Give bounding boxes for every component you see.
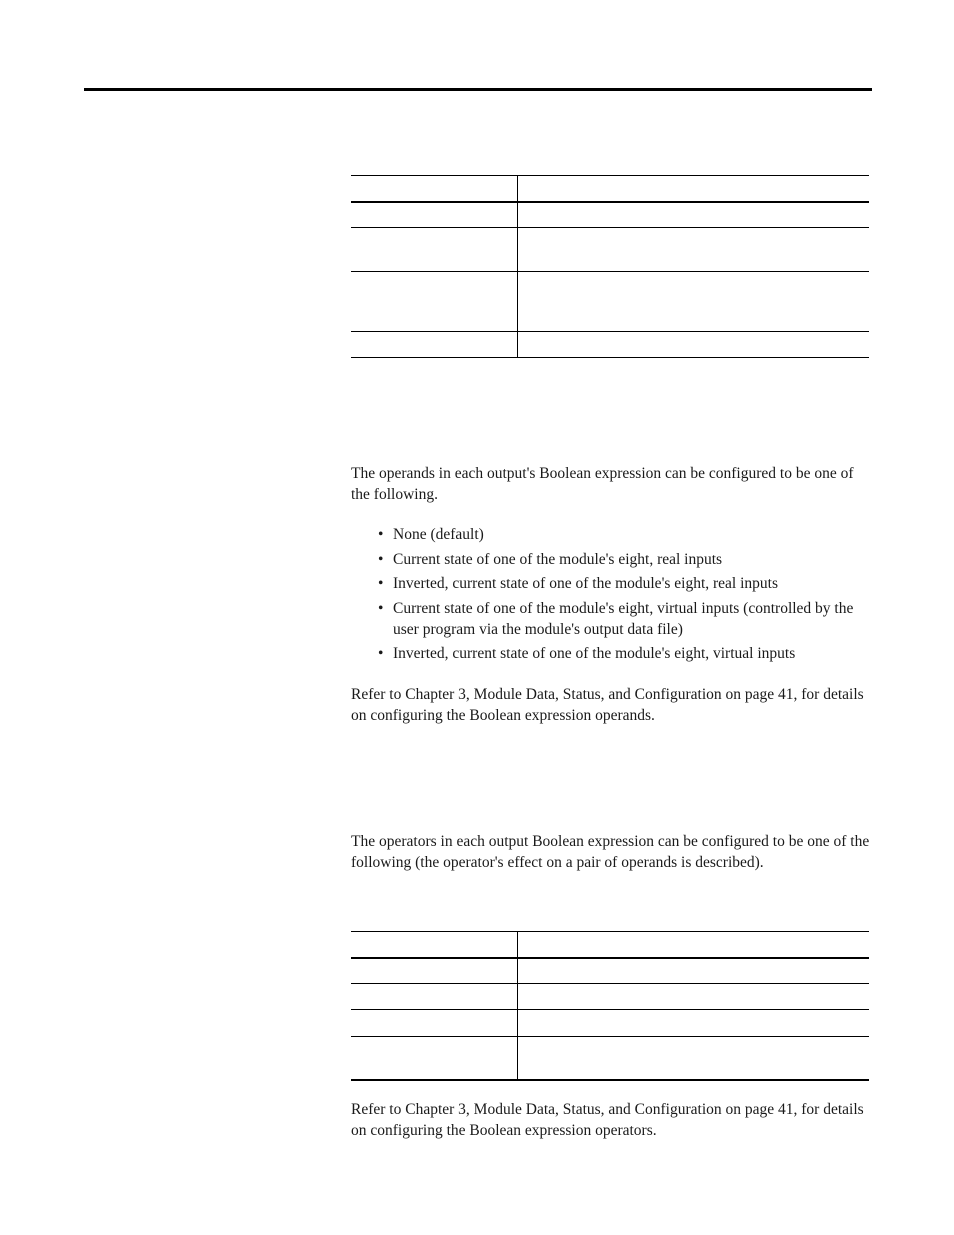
table-cell (351, 202, 518, 228)
table-cell (351, 228, 518, 272)
table-row (351, 984, 869, 1010)
list-item-text: Current state of one of the module's eight, real inputs (393, 550, 723, 568)
table-cell (518, 332, 870, 358)
table-cell (351, 932, 518, 958)
bullet-icon: • (378, 645, 384, 662)
table-cell (351, 1010, 518, 1037)
list-item-text: Current state of one of the module's eight, virtual inputs (controlled by the user program via the module's output data file) (393, 599, 854, 638)
table-cell (518, 228, 870, 272)
table-cell (518, 1010, 870, 1037)
table-header-row (351, 176, 869, 202)
table-2 (351, 931, 869, 1081)
operands-refer: Refer to Chapter 3, Module Data, Status, and Configuration on page 41, for details on configuring the Boolean expression operands. (351, 686, 864, 724)
operands-intro: The operands in each output's Boolean expression can be configured to be one of the following. (351, 465, 854, 503)
table-cell (518, 958, 870, 984)
table-cell (351, 984, 518, 1010)
list-item-text: Inverted, current state of one of the module's eight, virtual inputs (393, 645, 796, 662)
bullet-icon: • (378, 550, 384, 568)
table-cell (518, 202, 870, 228)
table-row (351, 1010, 869, 1037)
list-item (378, 573, 872, 594)
table-header-row (351, 932, 869, 958)
table-cell (351, 958, 518, 984)
list-item (378, 549, 872, 570)
bullet-icon: • (378, 575, 384, 592)
list-item-text: None (default) (393, 526, 484, 543)
list-item (378, 643, 872, 664)
list-item-text: Inverted, current state of one of the module's eight, real inputs (393, 575, 779, 592)
table-row (351, 202, 869, 228)
table-cell (518, 932, 870, 958)
table-cell (351, 332, 518, 358)
list-item (378, 524, 872, 545)
table-row (351, 958, 869, 984)
bullet-icon: • (378, 526, 384, 543)
table-cell (351, 1037, 518, 1080)
table-row (351, 332, 869, 358)
table-cell (518, 984, 870, 1010)
table-cell (518, 272, 870, 332)
table-cell (518, 176, 870, 202)
table-row (351, 272, 869, 332)
table-cell (351, 272, 518, 332)
operands-list (378, 524, 872, 668)
table-row (351, 1037, 869, 1080)
table-cell (518, 1037, 870, 1080)
list-item (378, 598, 872, 640)
operators-intro: The operators in each output Boolean expression can be configured to be one of the following (the operator's effect on a pair of operands is described). (351, 833, 870, 871)
table-row (351, 228, 869, 272)
table-cell (351, 176, 518, 202)
bullet-icon: • (378, 599, 384, 617)
table-1 (351, 175, 869, 358)
header-rule (84, 88, 872, 91)
operators-refer: Refer to Chapter 3, Module Data, Status, and Configuration on page 41, for details on configuring the Boolean expression operators. (351, 1101, 864, 1139)
